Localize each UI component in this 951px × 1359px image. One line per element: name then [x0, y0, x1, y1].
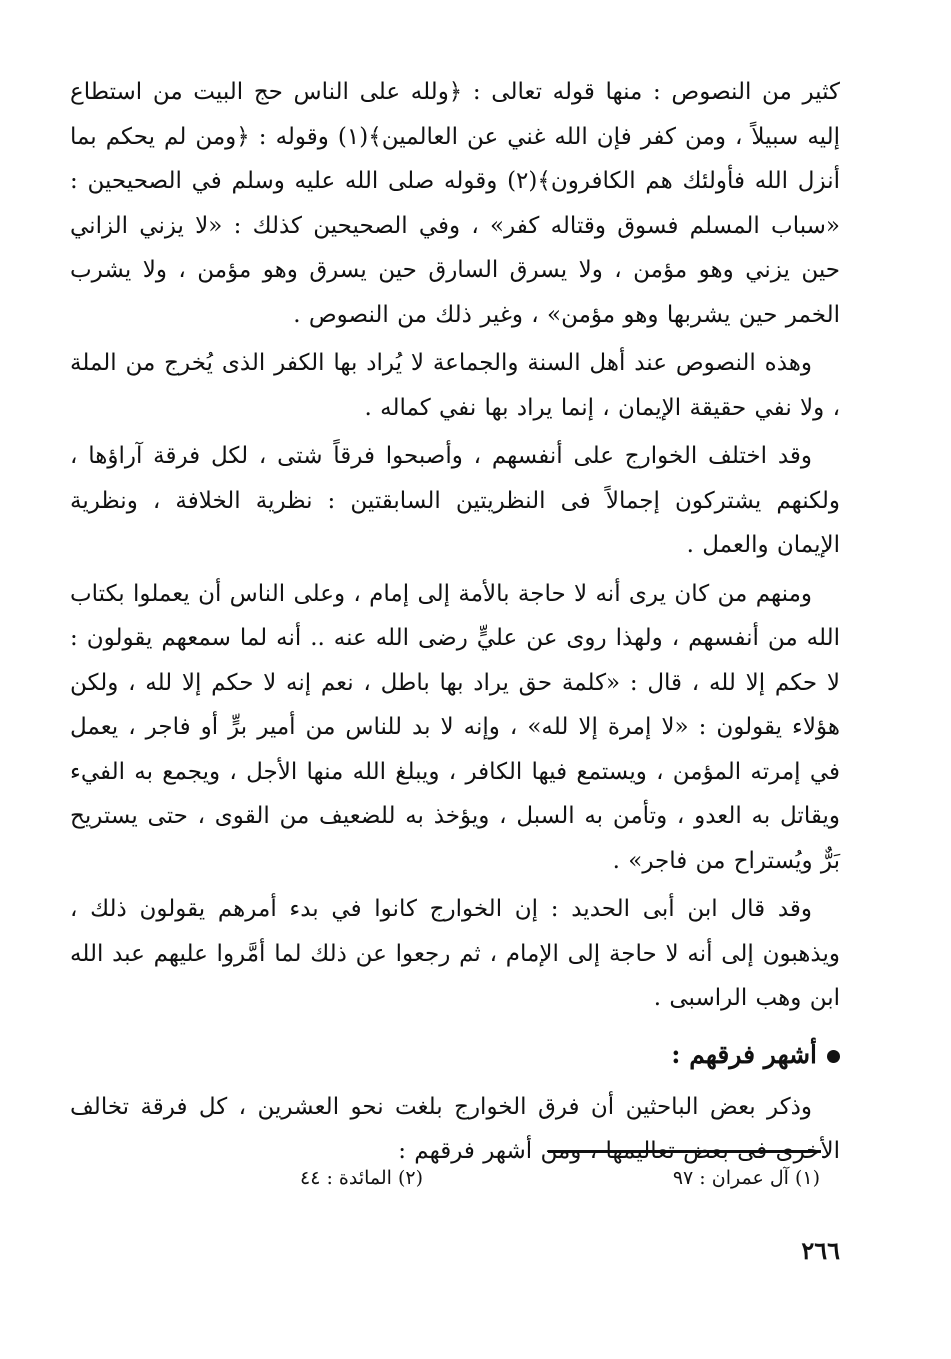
bullet-icon — [827, 1050, 840, 1063]
paragraph-6: وذكر بعض الباحثين أن فرق الخوارج بلغت نحو العشرين ، كل فرقة تخالف الأخرى فى بعض تعاليمها ، ومن أشهر فرقهم : — [70, 1093, 840, 1164]
paragraph-3: وقد اختلف الخوارج على أنفسهم ، وأصبحوا فرقاً شتى ، لكل فرقة آراؤها ، ولكنهم يشتركون إجمالاً فى النظريتين السابقتين : نظرية الخلافة ، ونظرية الإيمان والعمل . — [70, 443, 840, 558]
main-text — [70, 70, 840, 1178]
footnote-2: (٢) المائدة : ٤٤ — [300, 1167, 424, 1189]
footnotes — [300, 1163, 820, 1193]
paragraph-5: وقد قال ابن أبى الحديد : إن الخوارج كانوا في بدء أمرهم يقولون ذلك ، ويذهبون إلى أنه لا حاجة إلى الإمام ، ثم رجعوا عن ذلك لما أمَّروا عليهم عبد الله ابن وهب الراسبى . — [70, 896, 840, 1011]
footnote-divider — [548, 1150, 821, 1153]
paragraph-4: ومنهم من كان يرى أنه لا حاجة بالأمة إلى إمام ، وعلى الناس أن يعملوا بكتاب الله من أنفسهم ، ولهذا روى عن عليٍّ رضى الله عنه .. أنه لما سمعهم يقولون : لا حكم إلا لله ، قال : «كلمة حق يراد بها باطل ، نعم إنه لا حكم إلا لله ، ولكن هؤلاء يقولون : «لا إمرة إلا لله» ، وإنه لا بد للناس من أمير برٍّ أو فاجر ، يعمل في إمرته المؤمن ، ويستمع فيها الكافر ، ويبلغ الله منها الأجل ، ويجمع به الفيء ويقاتل به العدو ، وتأمن به السبل ، ويؤخذ به للضعيف من القوى ، حتى يستريح بَرٌّ ويُستراح من فاجر» . — [70, 580, 840, 874]
paragraph-1: كثير من النصوص : منها قوله تعالى : ﴿ولله على الناس حج البيت من استطاع إليه سبيلاً ، ومن كفر فإن الله غني عن العالمين﴾(١) وقوله : ﴿ومن لم يحكم بما أنزل الله فأولئك هم الكافرون﴾(٢) وقوله صلى الله عليه وسلم في الصحيحين : «سباب المسلم فسوق وقتاله كفر» ، وفي الصحيحين كذلك : «لا يزني الزاني حين يزني وهو مؤمن ، ولا يسرق السارق حين يسرق وهو مؤمن ، ولا يشرب الخمر حين يشربها وهو مؤمن» ، وغير ذلك من النصوص . — [70, 79, 840, 328]
section-heading-text: أشهر فرقهم : — [671, 1039, 817, 1069]
page-number: ٢٦٦ — [801, 1236, 840, 1265]
footnote-1: (١) آل عمران : ٩٧ — [672, 1167, 820, 1189]
paragraph-2: وهذه النصوص عند أهل السنة والجماعة لا يُراد بها الكفر الذى يُخرج من الملة ، ولا نفي حقيقة الإيمان ، إنما يراد بها نفي كماله . — [70, 350, 840, 421]
section-heading — [70, 1035, 840, 1075]
